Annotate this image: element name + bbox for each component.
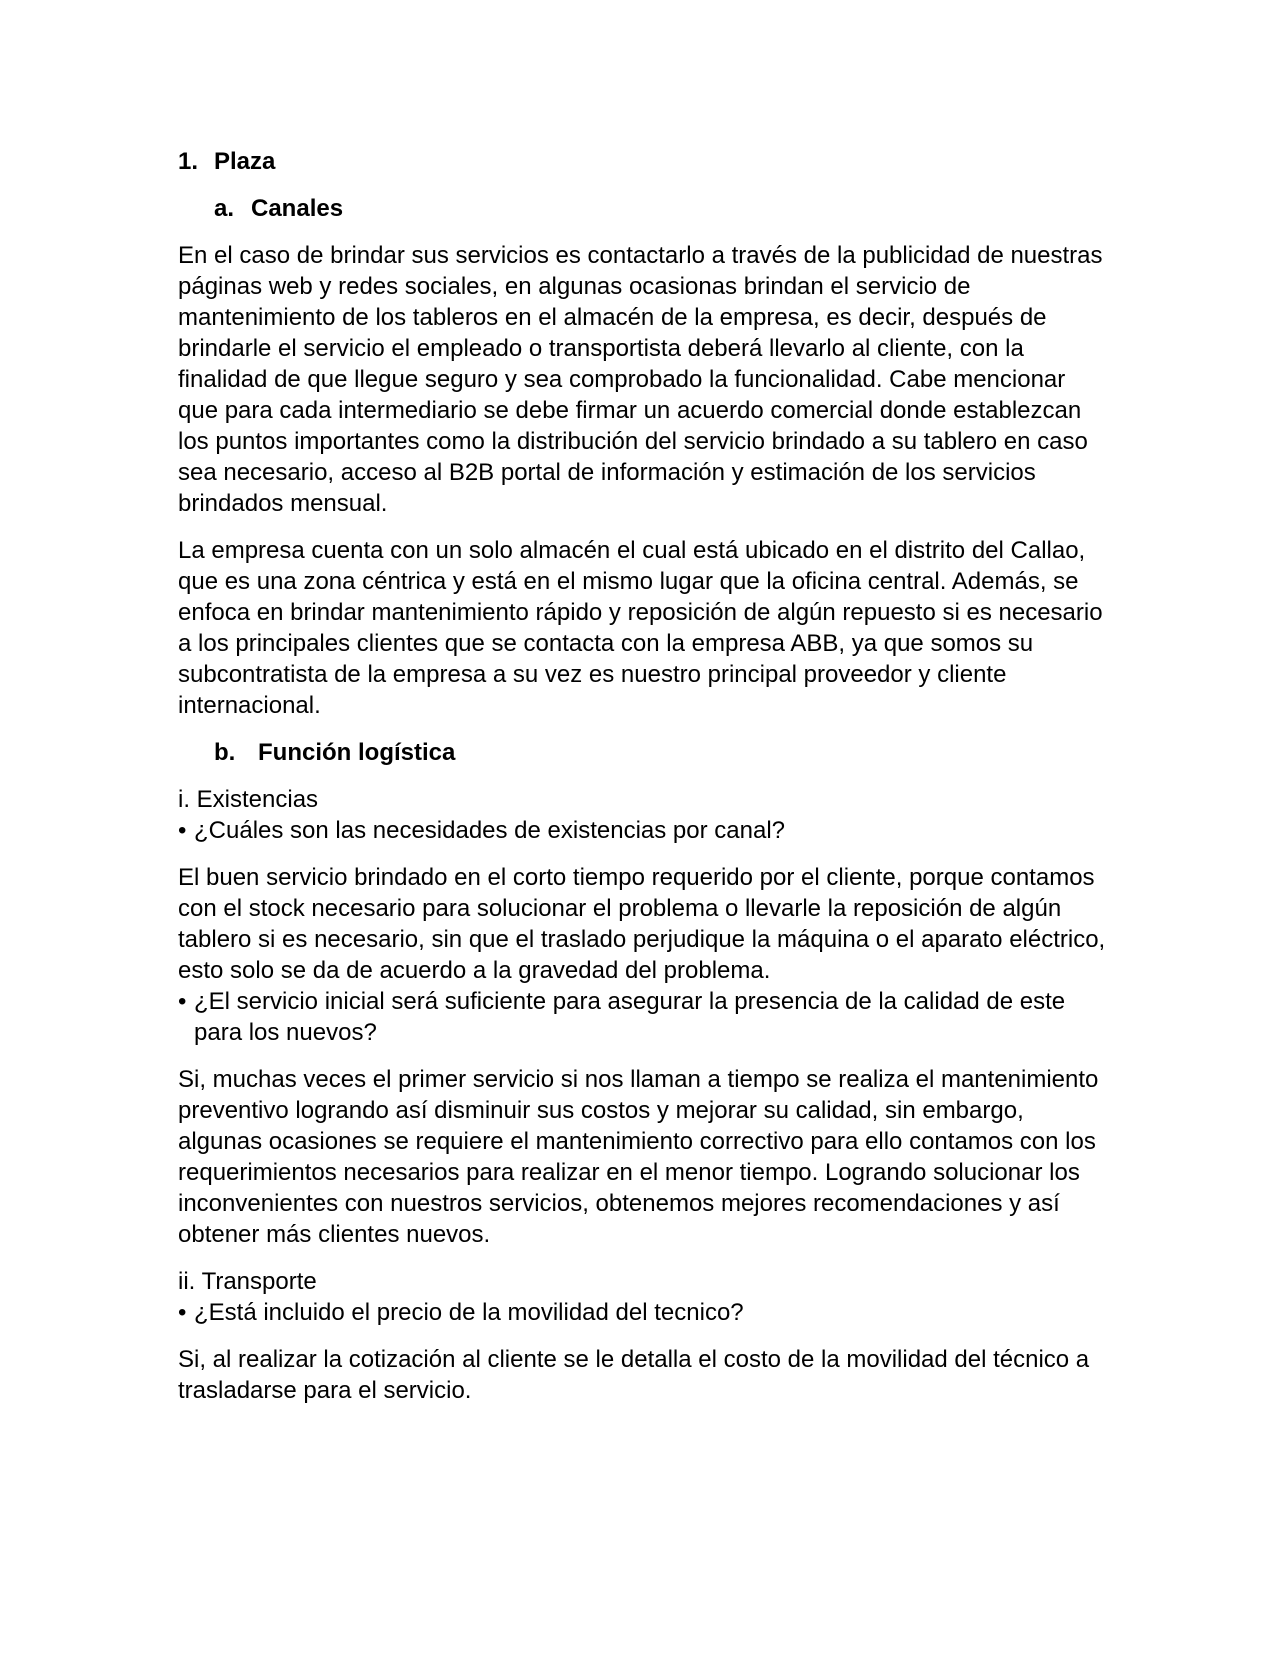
paragraph-canales-2: La empresa cuenta con un solo almacén el cual está ubicado en el distrito del Callao, que es una zona céntrica y está en el mismo lugar que la oficina central. Además, se enfoca en brindar mantenimiento rápido y reposición de algún repuesto si es necesario a los principales clientes que se contacta con la empresa ABB, ya que somos su subcontratista de la empresa a su vez es nuestro principal proveedor y cliente internacional. — [178, 537, 1103, 719]
paragraph-canales-1: En el caso de brindar sus servicios es contactarlo a través de la publicidad de nuestras páginas web y redes sociales, en algunas ocasionas brindan el servicio de mantenimiento de los tableros en el almacén de la empresa, es decir, después de brindarle el servicio el empleado o transportista deberá llevarlo al cliente, con la finalidad de que llegue seguro y sea comprobado la funcionalidad. Cabe mencionar que para cada intermediario se debe firmar un acuerdo comercial donde establezcan los puntos importantes como la distribución del servicio brindado a su tablero en caso sea necesario, acceso al B2B portal de información y estimación de los servicios brindados mensual. — [178, 242, 1103, 517]
list-item — [178, 815, 1108, 846]
document-page — [178, 146, 1108, 1422]
section-title: Plaza — [214, 148, 276, 175]
question-text: ¿Cuáles son las necesidades de existencias por canal? — [194, 817, 786, 844]
subsection-heading-funcion-logistica — [214, 737, 1108, 768]
section-number: 1. — [178, 148, 199, 175]
question-text: ¿El servicio inicial será suficiente para asegurar la presencia de la calidad de este para los nuevos? — [194, 988, 1066, 1046]
section-heading-plaza — [178, 146, 1108, 177]
subsection-title: Canales — [251, 195, 344, 222]
bullet-icon: • — [178, 1299, 187, 1326]
bullet-icon: • — [178, 988, 187, 1015]
transporte-heading: ii. Transporte — [178, 1268, 317, 1295]
answer-paragraph: Si, muchas veces el primer servicio si nos llaman a tiempo se realiza el mantenimiento preventivo logrando así disminuir sus costos y mejorar su calidad, sin embargo, algunas ocasiones se requiere el mantenimiento correctivo para ello contamos con los requerimientos necesarios para realizar en el menor tiempo. Logrando solucionar los inconvenientes con nuestros servicios, obtenemos mejores recomendaciones y así obtener más clientes nuevos. — [178, 1066, 1099, 1248]
answer-paragraph: Si, al realizar la cotización al cliente se le detalla el costo de la movilidad del técnico a trasladarse para el servicio. — [178, 1346, 1090, 1404]
existencias-heading: i. Existencias — [178, 786, 319, 813]
bullet-icon: • — [178, 817, 187, 844]
subsection-title: Función logística — [258, 739, 456, 766]
subsection-letter: b. — [214, 739, 236, 766]
list-item — [178, 986, 1108, 1048]
answer-paragraph: El buen servicio brindado en el corto tiempo requerido por el cliente, porque contamos con el stock necesario para solucionar el problema o llevarle la reposición de algún tablero si es necesario, sin que el traslado perjudique la máquina o el aparato eléctrico, esto solo se da de acuerdo a la gravedad del problema. — [178, 864, 1106, 984]
list-item — [178, 1297, 1108, 1328]
subsection-heading-canales — [214, 193, 1108, 224]
subsection-letter: a. — [214, 195, 235, 222]
question-text: ¿Está incluido el precio de la movilidad del tecnico? — [194, 1299, 744, 1326]
